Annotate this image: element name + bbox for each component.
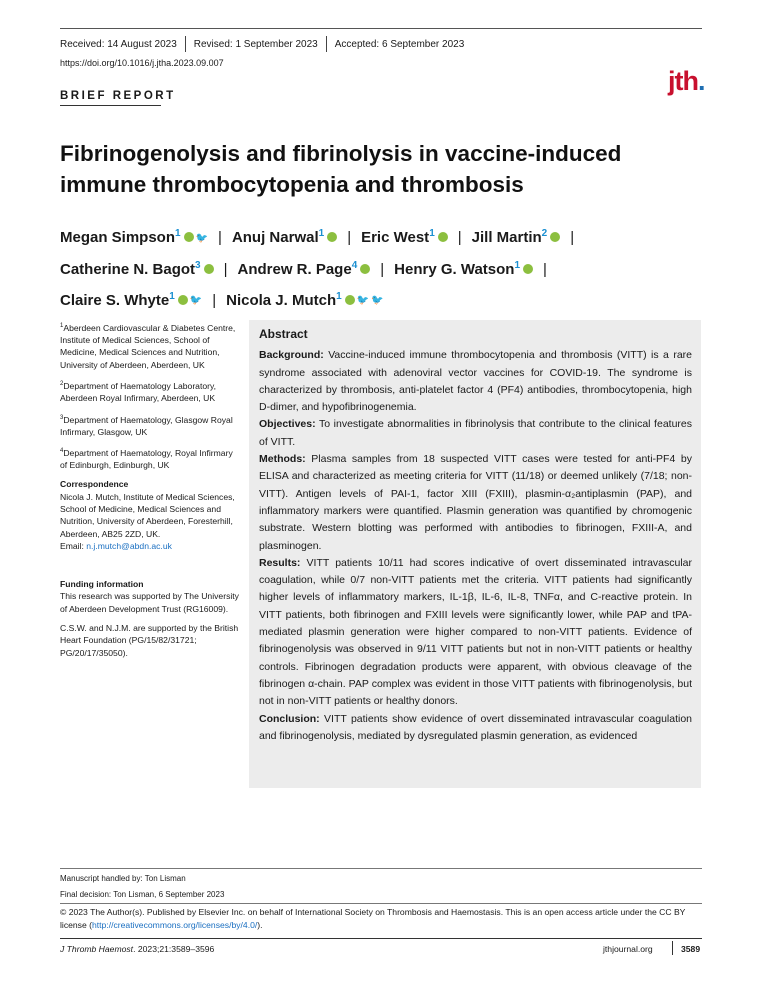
affiliation: $^1$Aberdeen Cardiovascular & Diabetes Centre, Institute of Medical Sciences, School of Medicine, Medical Sciences and Nutrition, University of Aberdeen, Aberdeen, UK (60, 322, 236, 370)
orcid-icon[interactable] (438, 232, 448, 242)
twitter-icon[interactable]: 🐦 (356, 295, 370, 307)
orcid-icon[interactable] (327, 232, 337, 242)
author[interactable]: Megan Simpson$^1$ 🐦 (60, 229, 208, 246)
affiliation: $^4$Department of Haematology, Royal Infirmary of Edinburgh, Edinburgh, UK (60, 447, 233, 471)
abstract-methods: Methods: Plasma samples from 18 suspected VITT cases were tested for anti-PF4 by ELISA and characterized as meeting criteria for VITT (11/18) or deemed unlikely (7/18; non-VITT). Antigen levels of PAI-1, factor XIII (FXIII), plasmin-α₂antiplasmin (PAP), and inflammatory markers were quantified. Plasmin generation was quantified by chromogenic substrate. Western blotting was performed with antibodies to fibrinogen, FXIII-A, and plasminogen. (259, 453, 692, 552)
abstract-conclusion: Conclusion: VITT patients show evidence of overt disseminated intravascular coagulation and fibrinogenolysis, mediated by dysregulated plasmin generation, as evidenced (259, 712, 693, 742)
funding-text-1: This research was supported by The University of Aberdeen Development Trust (RG16009). (60, 591, 239, 614)
orcid-icon[interactable] (360, 264, 370, 274)
copyright-notice: © 2023 The Author(s). Published by Elsevier Inc. on behalf of International Society on Thrombosis and Haemostasis. This is an open access article under the CC BY license (http://creativecommons.org/licenses/by/4.0/). (60, 907, 686, 930)
page-number: 3589 (681, 944, 701, 954)
author[interactable]: Claire S. Whyte$^1$ 🐦 (60, 292, 202, 309)
twitter-icon[interactable]: 🐦 (195, 232, 209, 244)
footer-rule-2 (60, 903, 702, 904)
funding-text-2: C.S.W. and N.J.M. are supported by the British Heart Foundation (PG/15/82/31721; PG/20/17/35050). (60, 623, 239, 658)
orcid-icon[interactable] (178, 295, 188, 305)
received-date: Received: 14 August 2023 (60, 38, 177, 50)
author[interactable]: Jill Martin$^2$ (472, 229, 561, 246)
author-list: Megan Simpson$^1$ 🐦 | Anuj Narwal$^1$ | Eric West$^1$ | Jill Martin$^2$ | Catherine N. Bagot$^3$ | Andrew R. Page$^4$ | Henry G. Watson$^1$ | Claire S. Whyte$^1$ 🐦 | Nicola J. Mutch$^1$ 🐦 🐦 (60, 220, 720, 314)
handled-by: Manuscript handled by: Ton Lisman (60, 874, 186, 883)
funding-heading: Funding information (60, 579, 144, 590)
correspondence-text: Nicola J. Mutch, Institute of Medical Sciences, School of Medicine, Medical Sciences and Nutrition, University of Aberdeen, Foresterhill, Aberdeen, AB25 2ZD, UK. (60, 491, 235, 539)
author[interactable]: Andrew R. Page$^4$ (237, 261, 370, 278)
orcid-icon[interactable] (523, 264, 533, 274)
twitter-icon[interactable]: 🐦 (371, 295, 384, 307)
abstract-heading: Abstract (259, 327, 308, 341)
article-dates (60, 36, 464, 52)
abstract-objectives: Objectives: To investigate abnormalities in fibrinolysis that contribute to the clinical features of VITT. (259, 418, 692, 448)
affiliation: $^3$Department of Haematology, Glasgow Royal Infirmary, Glasgow, UK (60, 414, 233, 437)
journal-citation: J Thromb Haemost. 2023;21:3589–3596 (60, 944, 215, 954)
affiliation: $^2$Department of Haematology Laboratory, Aberdeen Royal Infirmary, Aberdeen, UK (60, 380, 217, 404)
orcid-icon[interactable] (345, 295, 355, 305)
section-rule (60, 105, 161, 106)
abstract-results: Results: VITT patients 10/11 had scores indicative of overt disseminated intravascular coagulation, while 0/7 non-VITT patients met the criteria. VITT patients had significantly higher levels of inflammatory markers, IL-1β, IL-6, IL-8, TNFα, and C-reactive protein. In VITT patients, both fibrinogen and FXIII levels were significantly lower, while PAP and tPA-mediated plasmin generation were higher compared to non-VITT patients. Evidence of fibrinogenolysis was observed in 9/11 VITT patients but not in non-VITT patients or healthy controls. Fibrinogen degradation products were apparent, with obvious cleavage of the fibrinogen α-chain. PAP complex was evident in those VITT patients with fibrinogenolysis, but not in non-VITT patients or healthy donors. (259, 556, 693, 708)
author[interactable]: Nicola J. Mutch$^1$ 🐦 🐦 (226, 292, 384, 309)
sidebar: $^1$Aberdeen Cardiovascular & Diabetes Centre, Institute of Medical Sciences, School of Medicine, Medical Sciences and Nutrition, University of Aberdeen, Aberdeen, UK $^2$Department of Haematology Laboratory, Aberdeen Royal Infirmary, Aberdeen, UK $^3$Department of Haematology, Glasgow Royal Infirmary, Glasgow, UK $^4$Department of Haematology, Royal Infirmary of Edinburgh, Edinburgh, UK Correspondence Nicola J. Mutch, Institute of Medical Sciences, School of Medicine, Medical Sciences and Nutrition, University of Aberdeen, Foresterhill, Aberdeen, AB25 2ZD, UK. Email: n.j.mutch@abdn.ac.uk Funding information This research was supported by The University of Aberdeen Development Trust (RG16009). C.S.W. and N.J.M. are supported by the British Heart Foundation (PG/15/82/31721; PG/20/17/35050). (60, 320, 240, 666)
license-link[interactable]: http://creativecommons.org/licenses/by/4.0/ (92, 919, 258, 930)
author[interactable]: Eric West$^1$ (361, 229, 448, 246)
orcid-icon[interactable] (204, 264, 214, 274)
final-decision: Final decision: Ton Lisman, 6 September 2023 (60, 890, 225, 899)
journal-logo: jth. (668, 66, 705, 96)
twitter-icon[interactable]: 🐦 (189, 295, 203, 307)
article-title: Fibrinogenolysis and fibrinolysis in vaccine-induced immune thrombocytopenia and thrombosis (60, 141, 622, 197)
top-rule (60, 28, 702, 29)
abstract-background: Background: Vaccine-induced immune thrombocytopenia and thrombosis (VITT) is a rare syndrome associated with adenoviral vector vaccines for COVID-19. The syndrome is characterized by thrombosis, anti-platelet factor 4 (PF4) antibodies, thrombocytopenia, high D-dimer, and hypofibrinogenemia. (259, 349, 692, 414)
orcid-icon[interactable] (184, 232, 194, 242)
author[interactable]: Henry G. Watson$^1$ (394, 261, 533, 278)
author[interactable]: Catherine N. Bagot$^3$ (60, 261, 214, 278)
author[interactable]: Anuj Narwal$^1$ (232, 229, 337, 246)
email-link[interactable]: n.j.mutch@abdn.ac.uk (86, 540, 172, 551)
accepted-date: Accepted: 6 September 2023 (334, 38, 465, 50)
footer-rule (60, 868, 702, 869)
correspondence-heading: Correspondence (60, 479, 129, 490)
journal-site[interactable]: jthjournal.org (603, 944, 653, 954)
section-label: BRIEF REPORT (60, 90, 176, 102)
page-separator (672, 941, 673, 955)
footer-rule-3 (60, 938, 702, 939)
abstract-box (249, 320, 701, 788)
doi-link[interactable]: https://doi.org/10.1016/j.jtha.2023.09.007 (60, 58, 224, 68)
revised-date: Revised: 1 September 2023 (193, 38, 318, 50)
orcid-icon[interactable] (550, 232, 560, 242)
